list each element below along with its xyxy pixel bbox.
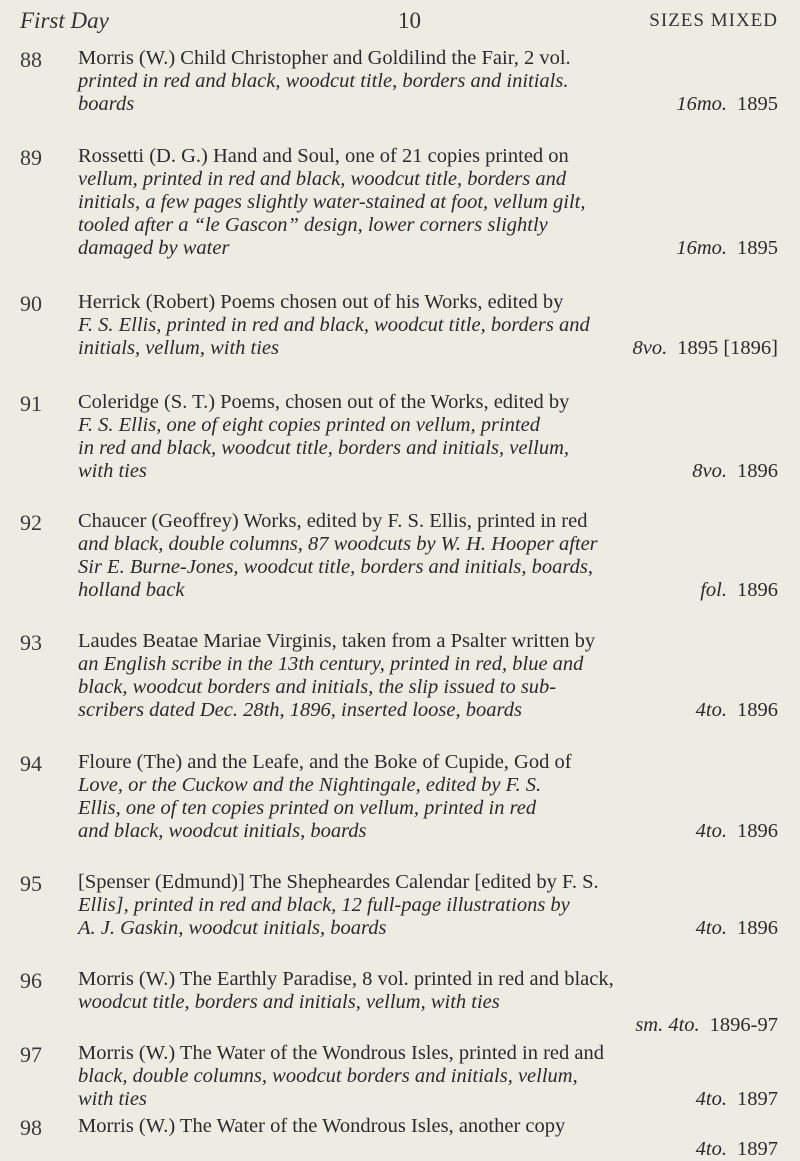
format: sm. 4to. xyxy=(635,1014,700,1036)
description-line: Morris (W.) Child Christopher and Goldilind the Fair, 2 vol. xyxy=(78,47,571,69)
description-line: tooled after a “le Gascon” design, lower corners slightly xyxy=(78,214,548,236)
entry-description xyxy=(78,510,778,602)
description-line: Coleridge (S. T.) Poems, chosen out of the Works, edited by xyxy=(78,391,570,413)
year: 1895 [1896] xyxy=(677,337,778,359)
entry-description xyxy=(78,871,778,940)
description-line: initials, a few pages slightly water-stained at foot, vellum gilt, xyxy=(78,191,586,213)
description-line: Ellis, one of ten copies printed on vellum, printed in red xyxy=(78,797,537,819)
format: 4to. xyxy=(695,1088,727,1110)
year: 1896 xyxy=(737,917,778,939)
lot-number: 89 xyxy=(20,145,42,170)
format-year xyxy=(696,699,778,722)
format: 16mo. xyxy=(676,93,727,115)
description-line: scribers dated Dec. 28th, 1896, inserted loose, boards 4to. 1896 xyxy=(78,699,778,721)
format-year xyxy=(696,820,778,843)
description-line: and black, woodcut initials, boards 4to. 1896 xyxy=(78,820,778,842)
format-year xyxy=(676,237,778,260)
entry-description xyxy=(78,391,778,483)
description-line: an English scribe in the 13th century, printed in red, blue and xyxy=(78,653,584,675)
description-line: holland back fol. 1896 xyxy=(78,579,778,601)
entry-description xyxy=(78,291,778,360)
format-year xyxy=(696,1138,778,1161)
description-line: in red and black, woodcut title, borders and initials, vellum, xyxy=(78,437,569,459)
entry-description xyxy=(78,751,778,843)
lot-number: 90 xyxy=(20,291,42,316)
format-year xyxy=(696,1088,778,1111)
format: 4to. xyxy=(695,699,727,721)
lot-number: 95 xyxy=(20,871,42,896)
description-line: Morris (W.) The Water of the Wondrous Isles, another copy xyxy=(78,1115,566,1137)
year: 1896 xyxy=(737,699,778,721)
year: 1897 xyxy=(737,1088,778,1110)
description-line: damaged by water 16mo. 1895 xyxy=(78,237,778,259)
lot-number: 98 xyxy=(20,1115,42,1140)
description-line: A. J. Gaskin, woodcut initials, boards 4to. 1896 xyxy=(78,917,778,939)
year: 1896 xyxy=(737,460,778,482)
format-year xyxy=(676,93,778,116)
description-line: initials, vellum, with ties 8vo. 1895 [1896] xyxy=(78,337,778,359)
description-line: Floure (The) and the Leafe, and the Boke of Cupide, God of xyxy=(78,751,572,773)
format: 16mo. xyxy=(676,237,727,259)
description-line: vellum, printed in red and black, woodcut title, borders and xyxy=(78,168,567,190)
format: 8vo. xyxy=(692,460,727,482)
entry-description xyxy=(78,1115,778,1161)
entry-description xyxy=(78,47,778,116)
lot-number: 97 xyxy=(20,1042,42,1067)
format-year xyxy=(632,337,778,360)
description-line: woodcut title, borders and initials, vellum, with ties xyxy=(78,991,500,1013)
entry-description xyxy=(78,968,778,1037)
page-header xyxy=(20,8,778,38)
description-line: Love, or the Cuckow and the Nightingale, edited by F. S. xyxy=(78,774,542,796)
description-line: Herrick (Robert) Poems chosen out of his Works, edited by xyxy=(78,291,564,313)
description-line: Laudes Beatae Mariae Virginis, taken from a Psalter written by xyxy=(78,630,596,652)
lot-number: 96 xyxy=(20,968,42,993)
description-line: [Spenser (Edmund)] The Shepheardes Calendar [edited by F. S. xyxy=(78,871,599,893)
description-line: Rossetti (D. G.) Hand and Soul, one of 21 copies printed on xyxy=(78,145,569,167)
lot-number: 94 xyxy=(20,751,42,776)
page-number: 10 xyxy=(398,8,421,33)
year: 1897 xyxy=(737,1138,778,1160)
description-line: Sir E. Burne-Jones, woodcut title, borders and initials, boards, xyxy=(78,556,593,578)
description-line: and black, double columns, 87 woodcuts by W. H. Hooper after xyxy=(78,533,598,555)
description-line xyxy=(78,1138,778,1161)
description-line: Morris (W.) The Water of the Wondrous Isles, printed in red and xyxy=(78,1042,604,1064)
header-day: First Day xyxy=(20,8,109,33)
year: 1896 xyxy=(737,579,778,601)
lot-number: 91 xyxy=(20,391,42,416)
lot-number: 88 xyxy=(20,47,42,72)
year: 1895 xyxy=(737,237,778,259)
year: 1896-97 xyxy=(709,1014,778,1036)
format: 4to. xyxy=(695,820,727,842)
year: 1896 xyxy=(737,820,778,842)
description-line: Chaucer (Geoffrey) Works, edited by F. S. Ellis, printed in red xyxy=(78,510,588,532)
lot-number: 93 xyxy=(20,630,42,655)
description-line: with ties 4to. 1897 xyxy=(78,1088,778,1110)
description-line: black, double columns, woodcut borders and initials, vellum, xyxy=(78,1065,578,1087)
description-line: black, woodcut borders and initials, the slip issued to sub- xyxy=(78,676,557,698)
lot-number: 92 xyxy=(20,510,42,535)
description-line xyxy=(78,1014,778,1037)
year: 1895 xyxy=(737,93,778,115)
format: fol. xyxy=(700,579,727,601)
description-line: with ties 8vo. 1896 xyxy=(78,460,778,482)
description-line: F. S. Ellis, one of eight copies printed on vellum, printed xyxy=(78,414,540,436)
format-year xyxy=(700,579,778,602)
entry-description xyxy=(78,630,778,722)
description-line: Ellis], printed in red and black, 12 full-page illustrations by xyxy=(78,894,570,916)
format: 4to. xyxy=(695,917,727,939)
format-year xyxy=(696,917,778,940)
description-line: boards 16mo. 1895 xyxy=(78,93,778,115)
entry-description xyxy=(78,1042,778,1111)
format-year xyxy=(692,460,778,483)
format-year xyxy=(635,1014,778,1037)
format: 4to. xyxy=(695,1138,727,1160)
description-line: F. S. Ellis, printed in red and black, woodcut title, borders and xyxy=(78,314,590,336)
entry-description xyxy=(78,145,778,260)
description-line: printed in red and black, woodcut title, borders and initials. xyxy=(78,70,569,92)
description-line: Morris (W.) The Earthly Paradise, 8 vol. printed in red and black, xyxy=(78,968,614,990)
header-section: SIZES MIXED xyxy=(649,10,778,31)
format: 8vo. xyxy=(632,337,668,359)
